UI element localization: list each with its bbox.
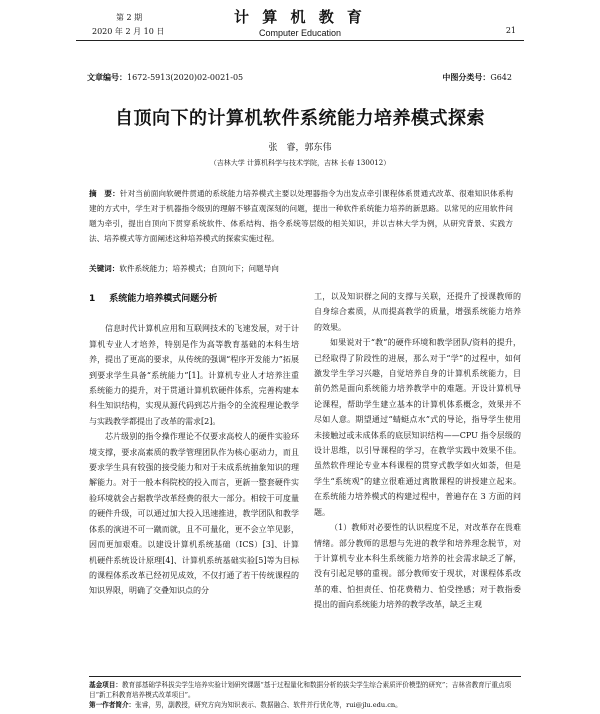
body-right-column xyxy=(314,289,521,613)
keywords-text: 软件系统能力；培养模式；自顶向下；问题导向 xyxy=(119,264,279,273)
abstract-label: 摘 要： xyxy=(89,189,120,198)
body-paragraph: 芯片级别的指令操作理论不仅要求高校人的硬件实验环境支撑，要求高素质的教学管理团队作为核心驱动力，而且要求学生具有较强的接受能力和对于未成系统抽象知识的理解能力。对于一般本科院校的投入而言，更新一整套硬件实验环境就会占据教学改革经费的很大一部分。相较于可度量的硬件升级，可以通过加大投入迅速推进，教学团队和教学体系的演进不可一蹴而就，且不可量化，更不会立竿见影，因而更加艰难。以建设计算机系统基础（ICS）[3]、计算机硬件系统设计原理[4]、计算机系统基础实验[5]等为目标的课程体系改革已经初见成效，不仅打通了若干传统课程的知识界限，明确了交叠知识点的分 xyxy=(89,432,299,596)
footnote-text: 张睿，男，副教授，研究方向为知识表示、数据融合、软件并行优化等，rui@jlu.edu.cn。 xyxy=(135,701,402,709)
body-paragraph: （1）教师对必要性的认识程度不足，对改革存在畏难情绪。部分教师的思想与先进的教学和培养理念脱节，对于计算机专业本科生系统能力培养的社会需求缺乏了解，没有引起足够的重视。部分教师安于现状，对课程体系改革的难、怕担责任、怕花费精力、怕受挫感；对于教指委提出的面向系统能力培养的教学改革，缺乏主观 xyxy=(314,523,521,610)
paper-title: 自顶向下的计算机软件系统能力培养模式探索 xyxy=(115,108,485,129)
publication-date: 2020 年 2 月 10 日 xyxy=(92,27,165,36)
section-number: 1 xyxy=(89,294,96,304)
authors: 张 睿，郭东伟 xyxy=(268,143,332,153)
affiliation: （吉林大学 计算机科学与技术学院，吉林 长春 130012） xyxy=(209,159,391,167)
keywords-label: 关键词： xyxy=(89,264,120,273)
running-header xyxy=(76,6,524,58)
issue-number: 第 2 期 xyxy=(116,13,143,22)
abstract-text: 针对当前面向软硬件贯通的系统能力培养模式主要以处理器指令为出发点牵引课程体系贯通式改革、很难知识体系构建的方式中，学生对于机器指令级别的理解不够直观深刻的问题，提出一种软件系统能力培养的新思路。以常见的应用软件问题为牵引，提出自顶向下贯穿系统软件、体系结构、指令系统等层级的相关知识，并以吉林大学为例，从研究背景、实践方法、培养模式等方面阐述这种培养模式的探索实施过程。 xyxy=(89,189,514,243)
classification-label: 中图分类号： xyxy=(442,72,491,82)
classification-value: G642 xyxy=(490,73,512,82)
section-title: 系统能力培养模式问题分析 xyxy=(109,294,218,304)
abstract xyxy=(89,186,513,246)
footnote-funding xyxy=(89,680,521,700)
section-heading xyxy=(89,292,299,307)
article-number-label: 文章编号： xyxy=(87,72,127,82)
article-number xyxy=(87,72,243,83)
footnote-author xyxy=(89,700,521,710)
page-number: 21 xyxy=(505,26,516,35)
classification-number xyxy=(442,72,512,83)
body-paragraph: 工，以及知识群之间的支撑与关联，还提升了授课教师的自身综合素质，从而提高教学的质量，增强系统能力培养的效果。 xyxy=(314,292,521,332)
header-rule xyxy=(76,40,524,41)
body-paragraph: 信息时代计算机应用和互联网技术的飞速发展，对于计算机专业人才培养，特别是作为高等教育基础的本科生培养，提出了更高的要求，从传统的强调“程序开发能力”拓展到要求学生具备“系统能力”[1]。计算机专业人才培养注重系统能力的提升，对于贯通计算机软硬件体系，完善构建本科生知识结构，实现从源代码到芯片指令的全流程理论教学与实践教学都提出了改革的需求[2]。 xyxy=(89,324,299,426)
footnote-rule xyxy=(89,676,521,677)
journal-name-en: Computer Education xyxy=(258,28,342,38)
footnote-label: 基金项目： xyxy=(89,681,122,689)
keywords xyxy=(89,263,513,274)
body-left-column xyxy=(89,286,299,599)
journal-name-cn: 计 算 机 教 育 xyxy=(234,8,366,26)
article-number-value: 1672-5913(2020)02-0021-05 xyxy=(127,73,244,82)
body-paragraph: 如果说对于“教”的硬件环境和教学团队/资料的提升，已经取得了阶段性的进展，那么对于“学”的过程中，如何激发学生学习兴趣，自觉培养自身的计算机系统能力，目前仍然是面向系统能力培养教学中的难题。开设计算机导论课程，帮助学生建立基本的计算机体系概念，效果并不尽如人意。期望通过“蜻蜓点水”式的导论，指导学生使用未接触过或未成体系的底层知识结构——CPU 指令层级的设计思维，以引导课程的学习，在教学实践中效果不佳。虽然软件理论专业本科课程的贯穿式教学如火如荼，但是学生“系统观”的建立很难通过离散课程的讲授建立起来。在系统能力培养模式的构建过程中，普遍存在 3 方面的问题。 xyxy=(314,338,521,517)
footnote-label: 第一作者简介： xyxy=(89,701,136,709)
footnote-text: 教育部基础学科拔尖学生培养实验计划研究课题“基于过程量化和数据分析的拔尖学生综合素质评价模型的研究”；吉林省教育厅重点项目“新工科教育培养模式改革项目”。 xyxy=(89,681,512,699)
